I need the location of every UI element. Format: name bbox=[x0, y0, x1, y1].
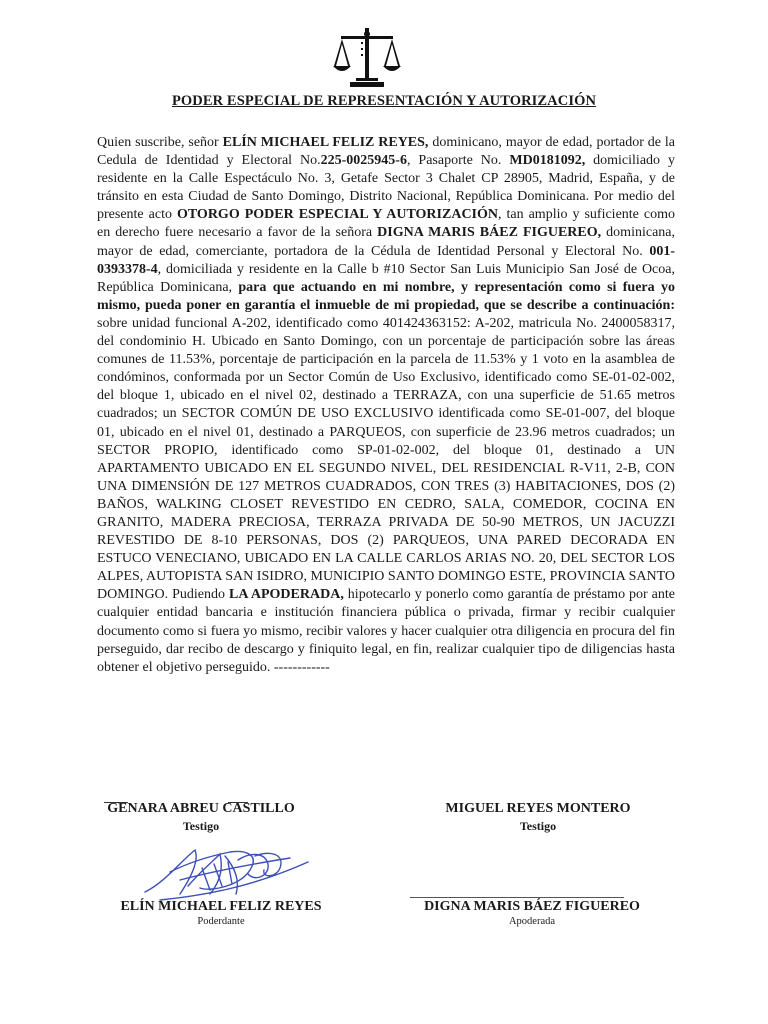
body-text-segment: , domiciliada y residente en la Calle b #10 Sector San Luis Municipio San José de Ocoa, República Dominicana, bbox=[97, 261, 675, 295]
body-bold-segment: DIGNA MARIS BÁEZ FIGUEREO, bbox=[377, 225, 602, 241]
body-text-segment: hipotecarlo y ponerlo como garantía de préstamo por ante cualquier entidad bancaria e institución financiera pública o privada, firmar y recibir cualquier documento como si fuera yo mismo, recibir valores y hacer cualquier otra diligencia en procura del fin perseguido, dar recibo de descargo y finiquito legal, en fin, realizar cualquier tipo de diligencias hasta obtener el objetivo perseguido. ------------ bbox=[97, 587, 675, 675]
body-text-segment: dominicano, mayor de edad, portador de la Cedula de Identidad y Electoral No. bbox=[97, 135, 675, 169]
witness-left-role: Testigo bbox=[182, 819, 220, 833]
witness-left-name: GENARA ABREU CASTILLO bbox=[107, 801, 295, 816]
body-bold-segment: MD0181092, bbox=[509, 153, 586, 169]
body-text-segment: domiciliado y residente en la Calle Espectáculo No. 3, Getafe Sector 3 Chalet CP 28905, Madrid, España, y de tránsito en esta Ciudad de Santo Domingo, Distrito Nacional, República Dominicana. Por medio del presente acto bbox=[97, 153, 675, 223]
grantor-block bbox=[92, 899, 350, 927]
handwritten-signature bbox=[140, 842, 310, 906]
scales-of-justice-icon bbox=[332, 24, 402, 90]
witness-right-name: MIGUEL REYES MONTERO bbox=[445, 801, 631, 816]
witness-left-block bbox=[96, 801, 306, 834]
body-paragraph bbox=[97, 134, 675, 677]
attorney-name: DIGNA MARIS BÁEZ FIGUEREO bbox=[424, 899, 640, 914]
body-text-segment: Quien suscribe, señor bbox=[97, 135, 223, 150]
attorney-role: Apoderada bbox=[508, 916, 556, 927]
attorney-block bbox=[404, 899, 660, 927]
body-bold-segment: 225-0025945-6 bbox=[320, 153, 407, 169]
body-bold-segment: para que actuando en mi nombre, y representación como si fuera yo mismo, pueda poner en garantía el inmueble de mi propiedad, que se describe a continuación: bbox=[97, 279, 675, 313]
body-text-segment: , tan amplio y suficiente como en derecho fuere necesario a favor de la señora bbox=[97, 207, 675, 241]
body-bold-segment: ELÍN MICHAEL FELIZ REYES, bbox=[222, 135, 429, 150]
grantor-role: Poderdante bbox=[197, 916, 245, 927]
body-bold-segment: LA APODERADA, bbox=[229, 587, 344, 603]
body-bold-segment: OTORGO PODER ESPECIAL Y AUTORIZACIÓN bbox=[176, 207, 498, 223]
witness-right-role: Testigo bbox=[519, 819, 557, 833]
signature-line bbox=[410, 897, 624, 898]
grantor-name: ELÍN MICHAEL FELIZ REYES bbox=[120, 899, 322, 914]
body-text-segment: , Pasaporte No. bbox=[406, 153, 510, 169]
body-text-segment: dominicana, mayor de edad, comerciante, portadora de la Cédula de Identidad Personal y Electoral No. bbox=[97, 225, 675, 259]
document-title: PODER ESPECIAL DE REPRESENTACIÓN Y AUTORIZACIÓN bbox=[171, 93, 597, 109]
body-text-segment: sobre unidad funcional A-202, identificado como 401424363152: A-202, matricula No. 2400058317, del condominio H. Ubicado en Santo Domingo, con un porcentaje de participación sobre las áreas comunes de 11.53%, porcentaje de participación en la parcela de 11.53% y 1 voto en la asamblea de condóminos, conformada por un Sector Común de Uso Exclusivo, identificado como SE-01-02-002, del bloque 1, ubicado en el nivel 02, destinado a TERRAZA, con una superficie de 51.65 metros cuadrados; un SECTOR COMÚN DE USO EXCLUSIVO identificada como SE-01-007, del bloque 01, ubicado en el nivel 01, destinado a PARQUEOS, con superficie de 23.96 metros cuadrados; un SECTOR PROPIO, identificado como SP-01-02-002, del bloque 01, destinado a UN APARTAMENTO UBICADO EN EL SEGUNDO NIVEL, DEL RESIDENCIAL R-V11, 2-B, CON UNA DIMENSIÓN DE 127 METROS CUADRADOS, CON TRES (3) HABITACIONES, DOS (2) BAÑOS, WALKING CLOSET REVESTIDO EN CEDRO, SALA, COMEDOR, COCINA EN GRANITO, MADERA PRECIOSA, TERRAZA PRIVADA DE 50-90 METROS, UN JACUZZI REVESTIDO DE 8-10 PERSONAS, DOS (2) PARQUEOS, UNA PARED DECORADA EN ESTUCO VENECIANO, UBICADO EN LA CALLE CARLOS ARIAS NO. 20, DEL SECTOR LOS ALPES, AUTOPISTA SAN ISIDRO, MUNICIPIO SANTO DOMINGO ESTE, PROVINCIA SANTO DOMINGO. Pudiendo bbox=[97, 315, 675, 603]
body-bold-segment: 001-0393378-4 bbox=[97, 243, 675, 277]
witness-right-block bbox=[414, 801, 662, 834]
